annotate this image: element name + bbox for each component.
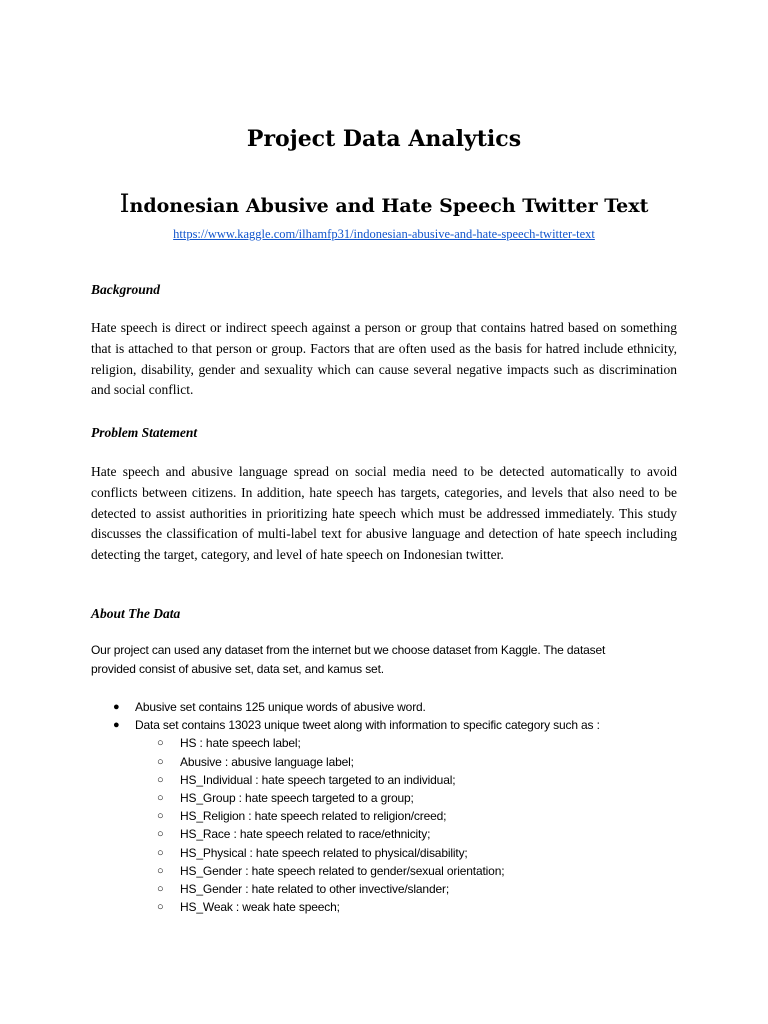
problem-statement-paragraph: Hate speech and abusive language spread on social media need to be detected automatically to avoid conflicts between citizens. In addition, hate speech has targets, categories, and levels that also need to be detected to assist authorities in prioritizing hate speech which must be addressed immediately. This study discusses the classification of multi-label text for abusive language and detection of hate speech including detecting the target, category, and level of hate speech on Indonesian twitter.	[91, 464, 677, 563]
list-item	[135, 734, 691, 752]
circle-bullet-icon: ○	[157, 737, 164, 750]
circle-bullet-icon: ○	[157, 901, 164, 914]
circle-bullet-icon: ○	[157, 792, 164, 805]
list-item	[135, 825, 691, 843]
about-data-paragraph: Our project can used any dataset from the internet but we choose dataset from Kaggle. The dataset provided consist of abusive set, data set, and kamus set.	[91, 643, 606, 676]
bullet-icon: ●	[113, 701, 120, 713]
list-item-text: HS_Religion : hate speech related to religion/creed;	[180, 809, 447, 824]
list-item-text: Abusive : abusive language label;	[180, 754, 354, 769]
list-item-text: HS_Individual : hate speech targeted to an individual;	[180, 772, 456, 787]
circle-bullet-icon: ○	[157, 810, 164, 823]
list-item-text: HS : hate speech label;	[180, 736, 301, 751]
list-item	[91, 698, 691, 716]
list-item	[135, 844, 691, 862]
document-subtitle	[0, 190, 768, 220]
about-data-list	[91, 698, 691, 916]
dataset-link[interactable]: https://www.kaggle.com/ilhamfp31/indonesian-abusive-and-hate-speech-twitter-text	[173, 227, 595, 241]
list-item-text: Data set contains 13023 unique tweet along with information to specific category such as :	[135, 718, 600, 733]
list-item-text: HS_Gender : hate related to other invective/slander;	[180, 882, 450, 897]
circle-bullet-icon: ○	[157, 773, 164, 786]
list-item-text: HS_Group : hate speech targeted to a group;	[180, 791, 414, 806]
circle-bullet-icon: ○	[157, 755, 164, 768]
background-heading: Background	[91, 282, 161, 297]
list-item	[91, 716, 691, 916]
circle-bullet-icon: ○	[157, 828, 164, 841]
problem-statement-heading: Problem Statement	[91, 425, 198, 440]
list-item	[135, 898, 691, 916]
background-paragraph: Hate speech is direct or indirect speech against a person or group that contains hatred based on something that is attached to that person or group. Factors that are often used as the basis for hatred include ethnicity, religion, disability, gender and sexuality which can cause several negative impacts such as discrimination and social conflict.	[91, 320, 677, 398]
list-item-text: HS_Weak : weak hate speech;	[180, 900, 340, 915]
document-title: Project Data Analytics	[246, 126, 522, 152]
list-item-text: HS_Gender : hate speech related to gender/sexual orientation;	[180, 863, 505, 878]
list-item-text: Abusive set contains 125 unique words of abusive word.	[135, 700, 426, 714]
subtitle-drop-letter: I	[119, 189, 130, 218]
circle-bullet-icon: ○	[157, 883, 164, 896]
list-item	[135, 753, 691, 771]
list-item	[135, 862, 691, 880]
about-data-heading: About The Data	[91, 606, 181, 621]
circle-bullet-icon: ○	[157, 864, 164, 877]
category-list	[135, 734, 691, 916]
list-item	[135, 789, 691, 807]
list-item-text: HS_Physical : hate speech related to physical/disability;	[180, 845, 468, 860]
bullet-icon: ●	[113, 719, 120, 732]
list-item	[135, 771, 691, 789]
circle-bullet-icon: ○	[157, 846, 164, 859]
list-item	[135, 880, 691, 898]
list-item	[135, 807, 691, 825]
subtitle-text: ndonesian Abusive and Hate Speech Twitter Text	[129, 195, 649, 217]
list-item-text: HS_Race : hate speech related to race/ethnicity;	[180, 827, 431, 842]
